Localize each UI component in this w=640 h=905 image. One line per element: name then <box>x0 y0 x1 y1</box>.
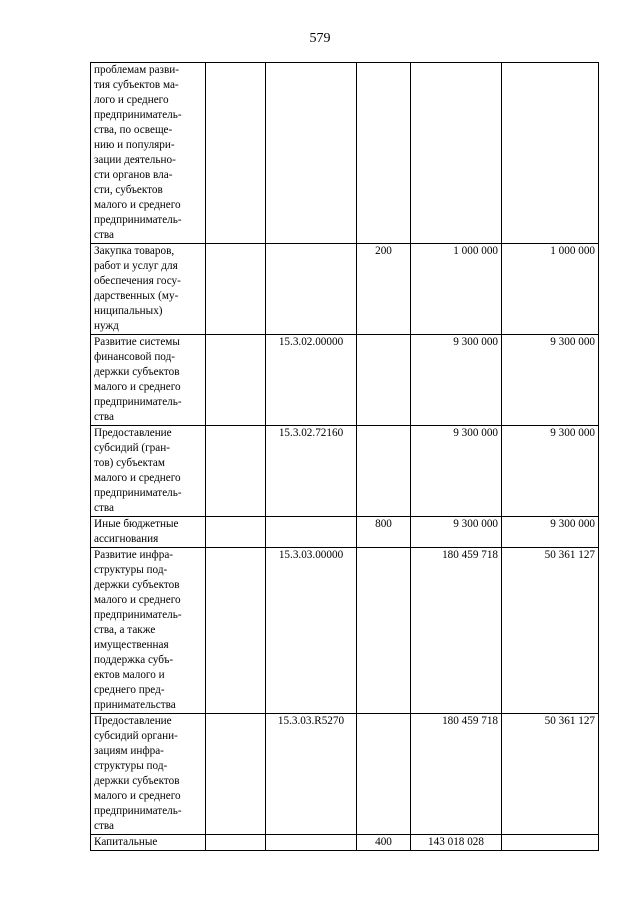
row-description: Капитальные <box>91 835 206 851</box>
row-target-code: 15.3.03.00000 <box>266 548 357 714</box>
row-amount-2: 50 361 127 <box>502 714 599 835</box>
row-target-code: 15.3.02.72160 <box>266 426 357 517</box>
row-target-code <box>266 63 357 244</box>
row-description: Иные бюджетные ассигнования <box>91 517 206 548</box>
row-expense-type <box>357 335 411 426</box>
table-row <box>91 517 599 548</box>
row-amount-1: 1 000 000 <box>411 244 502 335</box>
row-expense-type <box>357 548 411 714</box>
row-expense-type: 400 <box>357 835 411 851</box>
row-code <box>206 244 266 335</box>
budget-table <box>90 62 599 851</box>
row-expense-type <box>357 63 411 244</box>
table-row <box>91 244 599 335</box>
row-expense-type: 800 <box>357 517 411 548</box>
row-code <box>206 548 266 714</box>
row-description: Закупка товаров, работ и услуг для обеспечения госу- дарственных (му- ниципальных) нужд <box>91 244 206 335</box>
row-amount-1: 9 300 000 <box>411 426 502 517</box>
row-amount-1: 180 459 718 <box>411 714 502 835</box>
row-description: проблемам разви- тия субъектов ма- лого и среднего предприниматель- ства, по освеще- нию и популяри- зации деятельно- сти органов вла- сти, субъектов малого и среднего предприниматель- ства <box>91 63 206 244</box>
row-expense-type <box>357 714 411 835</box>
row-target-code <box>266 517 357 548</box>
row-description: Развитие системы финансовой под- держки субъектов малого и среднего предприниматель- ства <box>91 335 206 426</box>
row-code <box>206 63 266 244</box>
row-amount-1: 143 018 028 <box>411 835 502 851</box>
row-expense-type: 200 <box>357 244 411 335</box>
row-code <box>206 517 266 548</box>
row-target-code <box>266 835 357 851</box>
row-target-code: 15.3.02.00000 <box>266 335 357 426</box>
table-row <box>91 835 599 851</box>
row-code <box>206 714 266 835</box>
row-code <box>206 835 266 851</box>
table-row <box>91 426 599 517</box>
row-amount-1: 9 300 000 <box>411 517 502 548</box>
page-number: 579 <box>309 31 331 46</box>
row-target-code <box>266 244 357 335</box>
row-amount-2: 9 300 000 <box>502 426 599 517</box>
table-row <box>91 335 599 426</box>
row-amount-2: 9 300 000 <box>502 335 599 426</box>
row-amount-2: 9 300 000 <box>502 517 599 548</box>
row-amount-2 <box>502 63 599 244</box>
row-description: Предоставление субсидий органи- зациям инфра- структуры под- держки субъектов малого и среднего предприниматель- ства <box>91 714 206 835</box>
row-expense-type <box>357 426 411 517</box>
row-amount-1 <box>411 63 502 244</box>
row-amount-1: 9 300 000 <box>411 335 502 426</box>
table-row <box>91 63 599 244</box>
table-row <box>91 714 599 835</box>
row-amount-2: 1 000 000 <box>502 244 599 335</box>
row-amount-2 <box>502 835 599 851</box>
row-code <box>206 426 266 517</box>
row-description: Предоставление субсидий (гран- тов) субъектам малого и среднего предприниматель- ства <box>91 426 206 517</box>
row-target-code: 15.3.03.R5270 <box>266 714 357 835</box>
row-description: Развитие инфра- структуры под- держки субъектов малого и среднего предприниматель- ства, а также имущественная поддержка субъ- ектов малого и среднего пред- принимательства <box>91 548 206 714</box>
row-amount-2: 50 361 127 <box>502 548 599 714</box>
row-code <box>206 335 266 426</box>
row-amount-1: 180 459 718 <box>411 548 502 714</box>
table-row <box>91 548 599 714</box>
